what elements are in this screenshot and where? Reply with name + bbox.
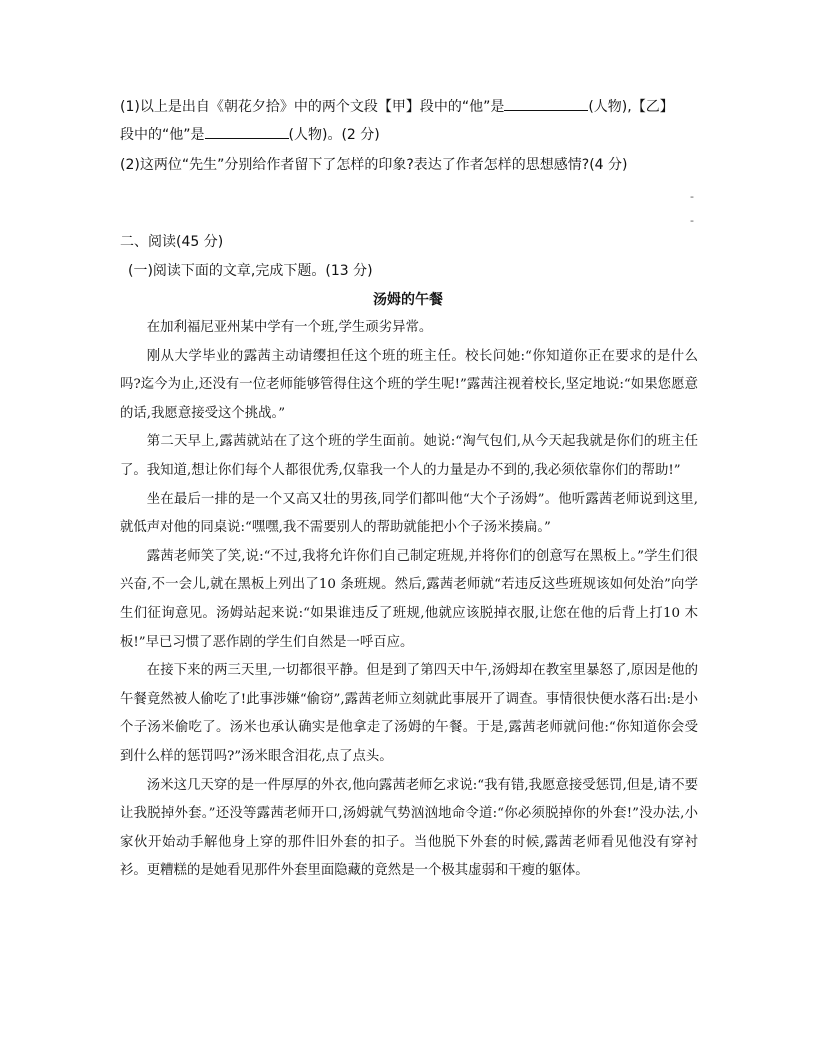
answer-blank-2[interactable]: [205, 122, 289, 139]
passage-body: [120, 314, 698, 886]
paragraph: 刚从大学毕业的露茜主动请缨担任这个班的班主任。校长问她:“你知道你正在要求的是什么吗?迄今为止,还没有一位老师能够管得住这个班的学生呢!”露茜注视着校长,坚定地说:“如果您愿意的话,我愿意接受这个挑战。”: [120, 348, 698, 421]
question-1-text-a: (1)以上是出自《朝花夕拾》中的两个文段【甲】段中的“他”是: [120, 99, 505, 115]
section-subheading: (一)阅读下面的文章,完成下题。(13 分): [128, 263, 373, 279]
answer-line-marker-1: -: [690, 190, 694, 203]
answer-blank-1[interactable]: [504, 94, 588, 111]
question-1-line-2: [120, 121, 700, 149]
paragraph: 露茜老师笑了笑,说:“不过,我将允许你们自己制定班规,并将你们的创意写在黑板上。”学生们很兴奋,不一会儿,就在黑板上列出了10 条班规。然后,露茜老师就“若违反这些班规该如何处治”向学生们征询意见。汤姆站起来说:“如果谁违反了班规,他就应该脱掉衣服,让您在他的后背上打10 木板!”早已习惯了恶作剧的学生们自然是一呼百应。: [120, 548, 698, 650]
paragraph: 坐在最后一排的是一个又高又壮的男孩,同学们都叫他“大个子汤姆”。他听露茜老师说到这里,就低声对他的同桌说:“嘿嘿,我不需要别人的帮助就能把小个子汤米揍扁。”: [120, 491, 698, 536]
answer-line-marker-2: -: [690, 214, 694, 227]
question-2: (2)这两位“先生”分别给作者留下了怎样的印象?表达了作者怎样的思想感情?(4 分): [120, 157, 628, 173]
paragraph: 第二天早上,露茜就站在了这个班的学生面前。她说:“淘气包们,从今天起我就是你们的班主任了。我知道,想让你们每个人都很优秀,仅靠我一个人的力量是办不到的,我必须依靠你们的帮助!”: [120, 434, 698, 478]
paragraph: 在加利福尼亚州某中学有一个班,学生顽劣异常。: [146, 320, 433, 335]
paragraph: 汤米这几天穿的是一件厚厚的外衣,他向露茜老师乞求说:“我有错,我愿意接受惩罚,但是,请不要让我脱掉外套。”还没等露茜老师开口,汤姆就气势汹汹地命令道:“你必须脱掉你的外套!”没办法,小家伙开始动手解他身上穿的那件旧外套的扣子。当他脱下外套的时候,露茜老师看见他没有穿衬衫。更糟糕的是她看见那件外套里面隐藏的竟然是一个极其虚弱和干瘦的躯体。: [120, 777, 698, 879]
question-1-text-b: (人物),【乙】: [588, 99, 674, 115]
paragraph: 在接下来的两三天里,一切都很平静。但是到了第四天中午,汤姆却在教室里暴怒了,原因是他的午餐竟然被人偷吃了!此事涉嫌“偷窃”,露茜老师立刻就此事展开了调查。事情很快便水落石出:是小个子汤米偷吃了。汤米也承认确实是他拿走了汤姆的午餐。于是,露茜老师就问他:“你知道你会受到什么样的惩罚吗?”汤米眼含泪花,点了点头。: [120, 663, 698, 764]
question-1-text-d: (人物)。(2 分): [288, 127, 380, 143]
question-1-line-1: [120, 93, 700, 121]
question-1-text-c: 段中的“他”是: [120, 127, 205, 143]
section-heading: 二、阅读(45 分): [120, 234, 224, 250]
passage-title: 汤姆的午餐: [373, 292, 443, 308]
